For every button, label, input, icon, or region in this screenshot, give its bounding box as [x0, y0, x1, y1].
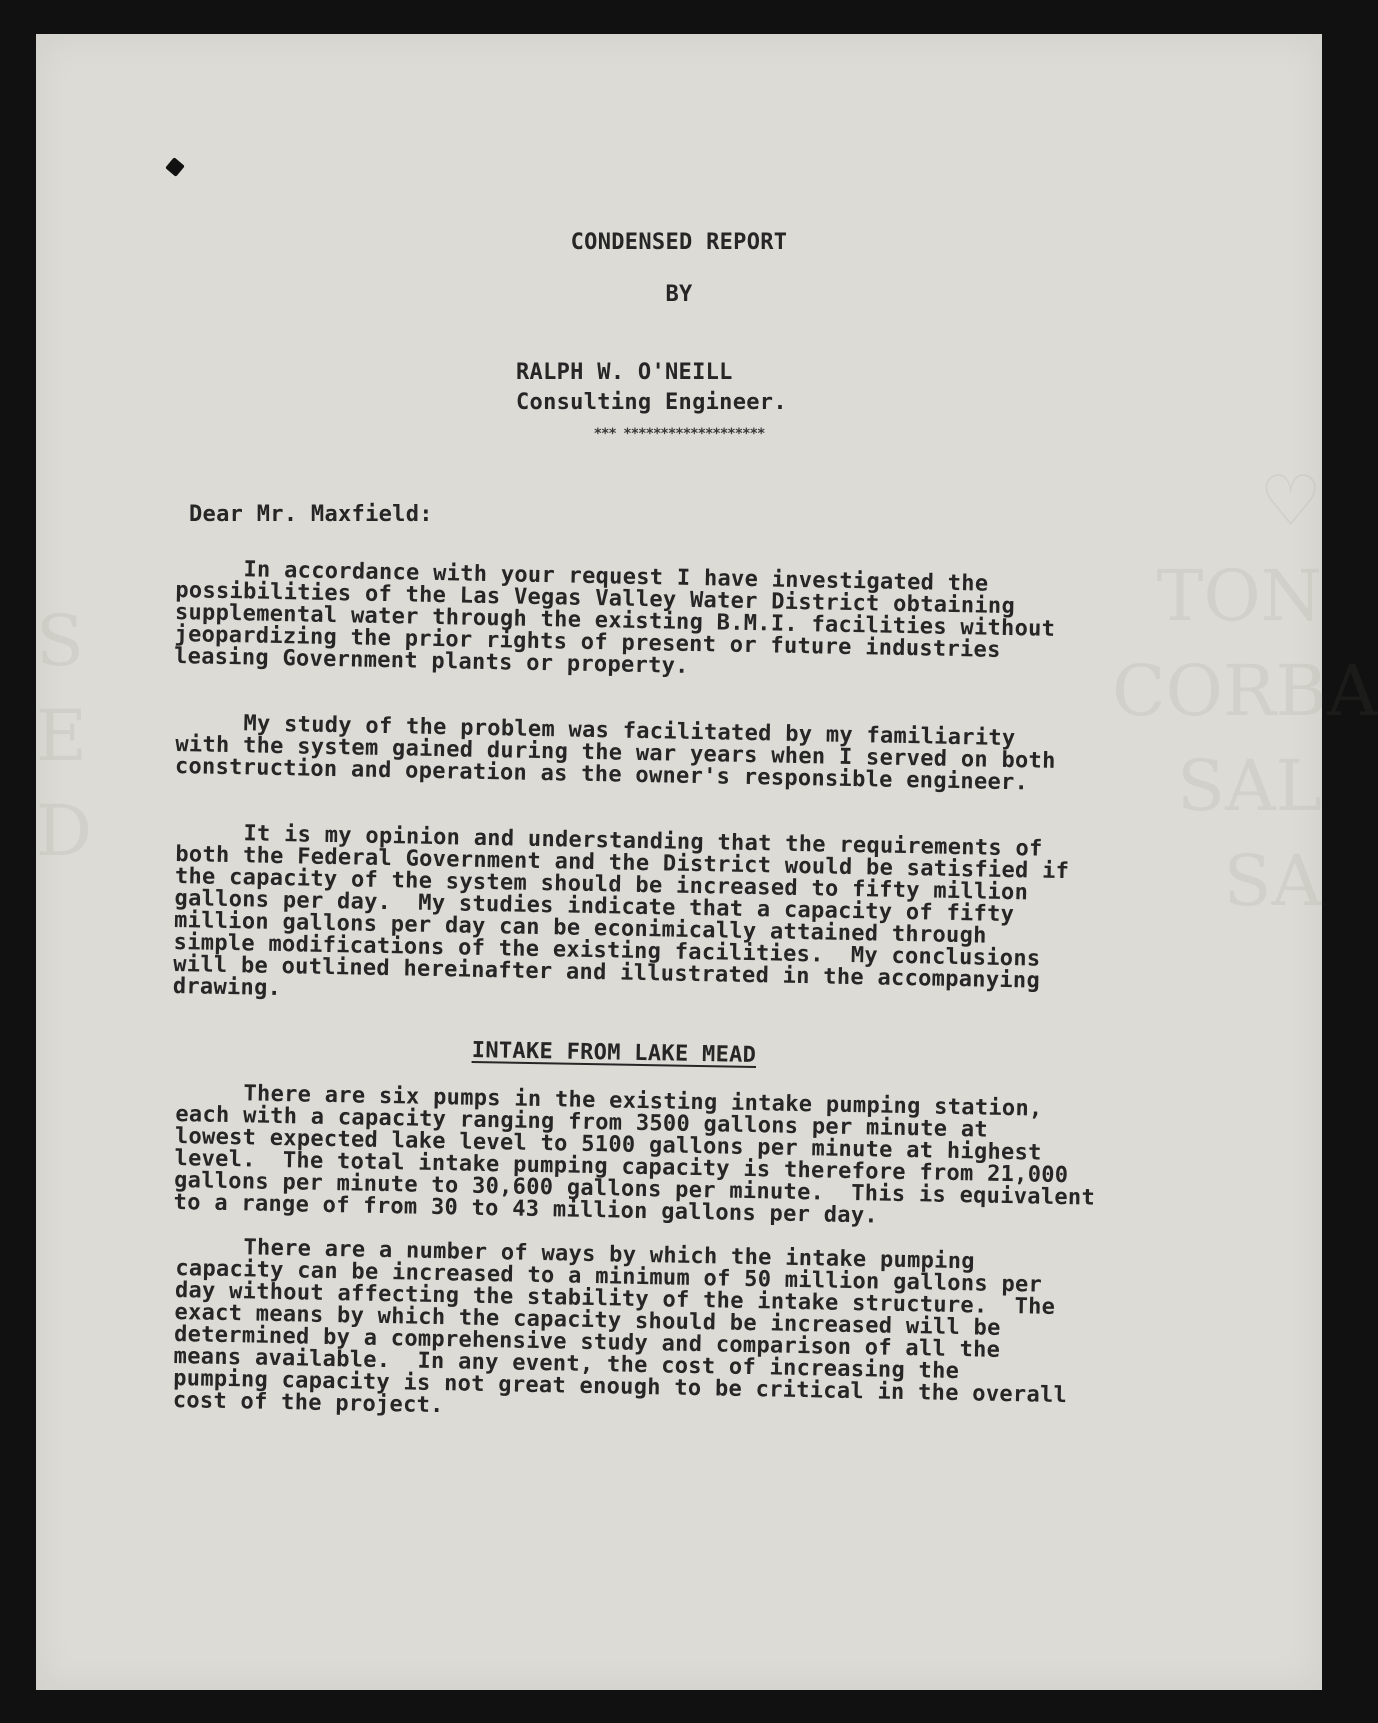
paragraph-request: In accordance with your request I have investigated the possibilities of the Las Vegas Valley Water District obtaining supplemental water through the existing B.M.I. facilities without jeopardizing the prior rights of present or future industries leasing Government plants or property.: [173, 556, 1056, 679]
paragraph-study: My study of the problem was facilitated by my familiarity with the system gained during the war years when I served on both construction and operation as the owner's responsible engineer.: [174, 710, 1056, 796]
document-page: [36, 34, 1378, 1690]
paragraph-pumps: There are six pumps in the existing intake pumping station, each with a capacity ranging from 3500 gallons per minute at lowest expected lake level to 5100 gallons per minute at highest level. The total intake pumping capacity is therefore from 21,000 gallons per minute to 30,600 gallons per minute. This is equivalent to a range of from 30 to 43 million gallons per day.: [173, 1080, 1096, 1229]
separator-line: *** *******************: [593, 426, 765, 442]
report-title: CONDENSED REPORT: [570, 230, 788, 255]
watermark-left: S E D: [36, 600, 93, 872]
section-heading: INTAKE FROM LAKE MEAD: [471, 1038, 757, 1068]
paragraph-capacity: There are a number of ways by which the intake pumping capacity can be increased to a minimum of 50 million gallons per day without affecting the stability of the intake structure. The exact means by which the capacity should be increased will be determined by a comprehensive study and comparison of all the means available. In any event, the cost of increasing the pumping capacity is not great enough to be critical in the overall cost of the project.: [172, 1234, 1068, 1419]
author-title: Consulting Engineer.: [516, 390, 787, 415]
report-by: BY: [665, 282, 693, 307]
author-name: RALPH W. O'NEILL: [516, 360, 733, 385]
paragraph-opinion: It is my opinion and understanding that the requirements of both the Federal Government and the District would be satisfied if the capacity of the system should be increased to fifty million gallons per day. My studies indicate that a capacity of fifty million gallons per day can be econimically attained through simple modifications of the existing facilities. My conclusions will be outlined hereinafter and illustrated in the accompanying drawing.: [172, 820, 1070, 1002]
punch-mark: [165, 157, 185, 177]
watermark-right: ♡ TON CORBA SAL SA: [1112, 460, 1378, 922]
salutation: Dear Mr. Maxfield:: [189, 502, 433, 527]
author-block: [516, 358, 787, 418]
